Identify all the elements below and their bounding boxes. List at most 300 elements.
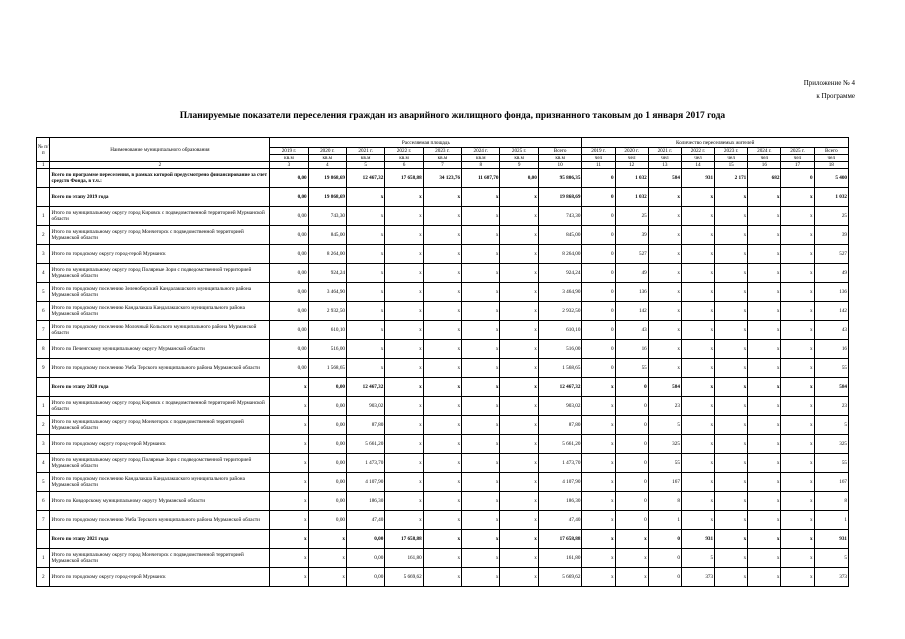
cell-people: x	[681, 473, 714, 492]
cell-area: x	[500, 302, 538, 321]
cell-people: x	[648, 340, 681, 359]
cell-area: 0,00	[270, 359, 308, 378]
cell-people: x	[781, 454, 814, 473]
cell-area: 1 568,65	[308, 359, 346, 378]
row-number: 9	[37, 359, 50, 378]
cell-people: x	[781, 473, 814, 492]
cell-people: 55	[615, 359, 648, 378]
cell-people: x	[715, 340, 748, 359]
cell-area: 11 687,70	[462, 169, 500, 188]
cell-people: 584	[814, 378, 848, 397]
cell-people: 0	[582, 340, 615, 359]
cell-people: x	[648, 359, 681, 378]
cell-people: 584	[648, 169, 681, 188]
annex-label	[804, 77, 855, 103]
cell-people: 0	[648, 568, 681, 587]
cell-area: 0,00	[270, 169, 308, 188]
cell-people: x	[681, 226, 714, 245]
cell-area: x	[423, 321, 461, 340]
column-number: 18	[814, 162, 848, 169]
row-name: Итого по муниципальному округу город Кировск с подведомственной территорией Мурманской области	[50, 397, 270, 416]
cell-people: x	[781, 359, 814, 378]
cell-people: x	[582, 530, 615, 549]
cell-area: 845,00	[308, 226, 346, 245]
table-row	[37, 530, 849, 549]
cell-area: x	[462, 549, 500, 568]
cell-area: 87,80	[347, 416, 385, 435]
column-number: 15	[715, 162, 748, 169]
cell-area: x	[270, 492, 308, 511]
annex-number: Приложение № 4	[803, 79, 855, 87]
cell-people: 142	[814, 302, 848, 321]
cell-people: 0	[582, 169, 615, 188]
table-row	[37, 454, 849, 473]
row-name: Всего по программе переселения, в рамках которой предусмотрено финансирование за счет средств Фонда, в т.ч.:	[50, 169, 270, 188]
header-area: Расселяемая площадь	[270, 138, 582, 148]
cell-area: x	[423, 359, 461, 378]
header-year-people: 2021 г.	[648, 148, 681, 155]
column-number: 3	[270, 162, 308, 169]
cell-area: x	[500, 188, 538, 207]
cell-people: x	[648, 188, 681, 207]
cell-area: 610,10	[308, 321, 346, 340]
header-unit-people: чел	[582, 155, 615, 162]
header-unit-people: чел	[748, 155, 781, 162]
cell-people: x	[781, 245, 814, 264]
header-year-area: 2022 г.	[385, 148, 423, 155]
cell-people: x	[681, 283, 714, 302]
cell-area: x	[308, 549, 346, 568]
header-unit-people: чел	[615, 155, 648, 162]
cell-people: x	[748, 188, 781, 207]
cell-people: x	[715, 416, 748, 435]
cell-area: 3 464,90	[308, 283, 346, 302]
header-year-people: 2023 г.	[715, 148, 748, 155]
cell-area: x	[462, 511, 500, 530]
cell-area: x	[500, 321, 538, 340]
cell-people: 55	[814, 454, 848, 473]
header-unit-area: кв.м	[423, 155, 461, 162]
header-unit-people: чел	[715, 155, 748, 162]
cell-people: 43	[814, 321, 848, 340]
row-name: Всего по этапу 2020 года	[50, 378, 270, 397]
cell-area: x	[500, 397, 538, 416]
cell-people: x	[781, 340, 814, 359]
cell-people: x	[781, 378, 814, 397]
cell-people: 1	[814, 511, 848, 530]
cell-area: x	[385, 283, 423, 302]
cell-area: x	[500, 359, 538, 378]
cell-area: x	[385, 416, 423, 435]
cell-area: 0,00	[347, 568, 385, 587]
cell-people: x	[681, 245, 714, 264]
cell-area: x	[500, 435, 538, 454]
cell-people: 0	[615, 492, 648, 511]
table-row	[37, 549, 849, 568]
cell-people: 527	[615, 245, 648, 264]
cell-people: x	[715, 473, 748, 492]
cell-area: x	[347, 302, 385, 321]
cell-people: x	[681, 511, 714, 530]
cell-people: x	[781, 416, 814, 435]
cell-area: x	[500, 568, 538, 587]
cell-area: 0,00	[270, 283, 308, 302]
column-number: 6	[385, 162, 423, 169]
cell-area: x	[500, 340, 538, 359]
cell-people: x	[748, 549, 781, 568]
header-year-area: 2025 г.	[500, 148, 538, 155]
cell-people: 8	[814, 492, 848, 511]
cell-area: x	[462, 321, 500, 340]
cell-area: x	[347, 245, 385, 264]
cell-area: x	[500, 226, 538, 245]
table-row	[37, 492, 849, 511]
cell-people: x	[648, 207, 681, 226]
cell-people: x	[748, 473, 781, 492]
cell-area: x	[270, 530, 308, 549]
table-row	[37, 378, 849, 397]
cell-people: 0	[615, 397, 648, 416]
table-row	[37, 416, 849, 435]
cell-people: x	[715, 321, 748, 340]
cell-people: 0	[582, 264, 615, 283]
column-number: 9	[500, 162, 538, 169]
cell-people: x	[715, 302, 748, 321]
cell-area: x	[385, 188, 423, 207]
cell-people: x	[582, 435, 615, 454]
cell-people: x	[715, 454, 748, 473]
cell-people: 0	[615, 511, 648, 530]
cell-people: 1 032	[615, 169, 648, 188]
cell-people: x	[748, 378, 781, 397]
cell-people: x	[648, 321, 681, 340]
table-row	[37, 207, 849, 226]
row-number: 7	[37, 321, 50, 340]
cell-people: x	[781, 188, 814, 207]
table-row	[37, 169, 849, 188]
cell-people: x	[582, 511, 615, 530]
row-name: Итого по муниципальному округу город Полярные Зори с подведомственной территорией Мурманской области	[50, 264, 270, 283]
row-number: 3	[37, 245, 50, 264]
cell-area: x	[385, 435, 423, 454]
row-name: Итого по городскому поселению Кандалакша Кандалакшского муниципального района Мурманской области	[50, 473, 270, 492]
cell-people: 584	[648, 378, 681, 397]
row-name: Итого по Ковдорскому муниципальному округу Мурманской области	[50, 492, 270, 511]
table-row	[37, 226, 849, 245]
cell-area: 47,40	[538, 511, 582, 530]
row-number: 8	[37, 340, 50, 359]
cell-people: x	[781, 321, 814, 340]
cell-people: x	[681, 454, 714, 473]
cell-people: 8	[648, 492, 681, 511]
cell-area: x	[385, 359, 423, 378]
cell-area: 19 868,69	[308, 188, 346, 207]
cell-area: x	[462, 416, 500, 435]
cell-area: 743,30	[308, 207, 346, 226]
cell-people: 16	[814, 340, 848, 359]
cell-area: x	[500, 245, 538, 264]
cell-people: x	[681, 378, 714, 397]
table-row	[37, 397, 849, 416]
row-name: Итого по муниципальному округу город Мончегорск с подведомственной территорией Мурманской области	[50, 549, 270, 568]
cell-area: x	[500, 549, 538, 568]
header-year-people: 2024 г.	[748, 148, 781, 155]
cell-people: x	[715, 530, 748, 549]
cell-people: x	[781, 283, 814, 302]
cell-people: x	[781, 435, 814, 454]
cell-area: 0,00	[270, 340, 308, 359]
cell-area: x	[423, 378, 461, 397]
row-number: 1	[37, 207, 50, 226]
cell-area: 17 658,88	[385, 169, 423, 188]
cell-people: x	[781, 397, 814, 416]
cell-area: 12 467,32	[347, 378, 385, 397]
cell-area: x	[270, 397, 308, 416]
cell-people: x	[781, 511, 814, 530]
cell-area: x	[462, 207, 500, 226]
header-unit-area: кв.м	[308, 155, 346, 162]
cell-people: x	[748, 207, 781, 226]
cell-people: x	[748, 245, 781, 264]
cell-people: x	[748, 264, 781, 283]
cell-people: 682	[748, 169, 781, 188]
cell-area: x	[347, 359, 385, 378]
cell-area: x	[385, 511, 423, 530]
cell-area: x	[385, 226, 423, 245]
table-row	[37, 568, 849, 587]
cell-area: 516,00	[538, 340, 582, 359]
cell-area: x	[270, 568, 308, 587]
header-year-people: 2025 г.	[781, 148, 814, 155]
header-unit-area: кв.м	[347, 155, 385, 162]
cell-people: 931	[681, 530, 714, 549]
cell-area: 2 932,50	[538, 302, 582, 321]
cell-area: x	[270, 473, 308, 492]
header-unit-people: чел	[681, 155, 714, 162]
cell-people: 0	[615, 454, 648, 473]
cell-area: x	[423, 530, 461, 549]
cell-people: x	[748, 454, 781, 473]
cell-people: x	[681, 340, 714, 359]
cell-people: x	[781, 568, 814, 587]
header-unit-people: чел	[648, 155, 681, 162]
cell-people: 55	[814, 359, 848, 378]
table-row	[37, 473, 849, 492]
cell-area: 47,40	[347, 511, 385, 530]
cell-area: x	[385, 473, 423, 492]
row-name: Итого по городскому округу город-герой Мурманск	[50, 568, 270, 587]
cell-people: x	[681, 435, 714, 454]
cell-people: 39	[615, 226, 648, 245]
cell-area: 5 661,20	[347, 435, 385, 454]
cell-people: x	[681, 359, 714, 378]
row-number: 6	[37, 302, 50, 321]
cell-people: x	[648, 302, 681, 321]
cell-area: 8 264,00	[538, 245, 582, 264]
cell-people: 931	[681, 169, 714, 188]
cell-area: x	[385, 264, 423, 283]
row-number: 2	[37, 568, 50, 587]
cell-people: x	[615, 568, 648, 587]
cell-people: x	[681, 264, 714, 283]
cell-area: 4 107,90	[347, 473, 385, 492]
cell-area: x	[308, 568, 346, 587]
cell-people: 0	[582, 359, 615, 378]
row-number: 4	[37, 454, 50, 473]
cell-area: x	[500, 283, 538, 302]
cell-area: 0,00	[308, 492, 346, 511]
cell-people: x	[748, 530, 781, 549]
cell-area: 0,00	[270, 264, 308, 283]
cell-area: x	[423, 302, 461, 321]
cell-area: x	[347, 188, 385, 207]
cell-people: 5	[814, 549, 848, 568]
row-name: Итого по муниципальному округу город Кировск с подведомственной территорией Мурманской области	[50, 207, 270, 226]
cell-people: 0	[648, 549, 681, 568]
cell-people: x	[781, 549, 814, 568]
cell-area: x	[347, 264, 385, 283]
header-unit-area: кв.м	[538, 155, 582, 162]
cell-area: x	[423, 473, 461, 492]
cell-area: x	[347, 283, 385, 302]
cell-area: 12 467,32	[347, 169, 385, 188]
cell-people: x	[781, 302, 814, 321]
cell-people: x	[615, 549, 648, 568]
cell-people: x	[748, 359, 781, 378]
resettlement-table	[36, 137, 849, 587]
cell-area: 903,02	[538, 397, 582, 416]
cell-people: 167	[814, 473, 848, 492]
cell-people: x	[715, 264, 748, 283]
row-name: Всего по этапу 2021 года	[50, 530, 270, 549]
cell-area: 2 932,50	[308, 302, 346, 321]
column-number: 2	[50, 162, 270, 169]
table-row	[37, 302, 849, 321]
cell-area: x	[462, 530, 500, 549]
table-row	[37, 188, 849, 207]
row-number: 2	[37, 226, 50, 245]
cell-people: 5 400	[814, 169, 848, 188]
cell-area: 1 473,70	[538, 454, 582, 473]
cell-area: 0,00	[308, 416, 346, 435]
cell-people: x	[582, 416, 615, 435]
cell-people: x	[715, 397, 748, 416]
row-name: Всего по этапу 2019 года	[50, 188, 270, 207]
cell-area: x	[423, 511, 461, 530]
cell-people: 0	[582, 321, 615, 340]
cell-people: x	[781, 492, 814, 511]
cell-area: x	[500, 416, 538, 435]
cell-area: 19 868,69	[308, 169, 346, 188]
cell-people: x	[715, 378, 748, 397]
cell-area: x	[500, 511, 538, 530]
row-name: Итого по муниципальному округу город Мончегорск с подведомственной территорией Мурманской области	[50, 226, 270, 245]
cell-people: 1	[648, 511, 681, 530]
row-number: 1	[37, 549, 50, 568]
table-row	[37, 435, 849, 454]
cell-people: x	[748, 321, 781, 340]
cell-area: x	[423, 549, 461, 568]
cell-area: x	[462, 435, 500, 454]
column-number: 10	[538, 162, 582, 169]
cell-area: x	[270, 435, 308, 454]
cell-people: 25	[814, 207, 848, 226]
cell-area: 0,00	[270, 188, 308, 207]
cell-area: 743,30	[538, 207, 582, 226]
row-number: 5	[37, 473, 50, 492]
column-number: 13	[648, 162, 681, 169]
cell-people: 136	[814, 283, 848, 302]
cell-people: 1 032	[615, 188, 648, 207]
cell-area: x	[500, 378, 538, 397]
column-number: 7	[423, 162, 461, 169]
cell-area: 186,30	[347, 492, 385, 511]
cell-area: x	[385, 454, 423, 473]
cell-area: x	[270, 416, 308, 435]
cell-people: 0	[582, 245, 615, 264]
table-row	[37, 359, 849, 378]
cell-area: 0,00	[308, 511, 346, 530]
table-row	[37, 321, 849, 340]
annex-program: к Программе	[816, 92, 855, 100]
cell-people: x	[715, 188, 748, 207]
row-name: Итого по городскому поселению Кандалакша Кандалакшского муниципального района Мурманской области	[50, 302, 270, 321]
row-name: Итого по городскому поселению Умба Терского муниципального района Мурманской области	[50, 359, 270, 378]
row-name: Итого по муниципальному округу город Мончегорск с подведомственной территорией Мурманской области	[50, 416, 270, 435]
cell-area: x	[462, 454, 500, 473]
cell-area: 0,00	[308, 378, 346, 397]
row-number	[37, 188, 50, 207]
cell-people: x	[648, 283, 681, 302]
cell-people: x	[715, 568, 748, 587]
cell-area: 516,00	[308, 340, 346, 359]
cell-people: x	[715, 492, 748, 511]
header-year-people: 2019 г.	[582, 148, 615, 155]
row-number	[37, 378, 50, 397]
cell-people: 0	[648, 530, 681, 549]
row-number: 2	[37, 416, 50, 435]
cell-people: x	[582, 378, 615, 397]
table-row	[37, 511, 849, 530]
cell-people: x	[648, 264, 681, 283]
cell-people: x	[748, 511, 781, 530]
cell-area: 0,00	[347, 549, 385, 568]
cell-area: x	[385, 302, 423, 321]
header-year-area: 2020 г.	[308, 148, 346, 155]
cell-area: 903,02	[347, 397, 385, 416]
cell-people: x	[582, 568, 615, 587]
header-year-area: 2023 г.	[423, 148, 461, 155]
cell-people: 0	[582, 226, 615, 245]
cell-people: x	[648, 245, 681, 264]
column-number: 14	[681, 162, 714, 169]
cell-people: x	[748, 283, 781, 302]
cell-people: 1 032	[814, 188, 848, 207]
row-number: 7	[37, 511, 50, 530]
cell-area: x	[423, 264, 461, 283]
cell-area: x	[385, 378, 423, 397]
column-number: 8	[462, 162, 500, 169]
cell-people: 0	[582, 188, 615, 207]
cell-area: 1 473,70	[347, 454, 385, 473]
cell-people: 25	[615, 207, 648, 226]
cell-area: 87,80	[538, 416, 582, 435]
cell-people: x	[681, 397, 714, 416]
cell-people: 0	[615, 378, 648, 397]
cell-people: 49	[814, 264, 848, 283]
cell-people: x	[582, 549, 615, 568]
column-number: 12	[615, 162, 648, 169]
